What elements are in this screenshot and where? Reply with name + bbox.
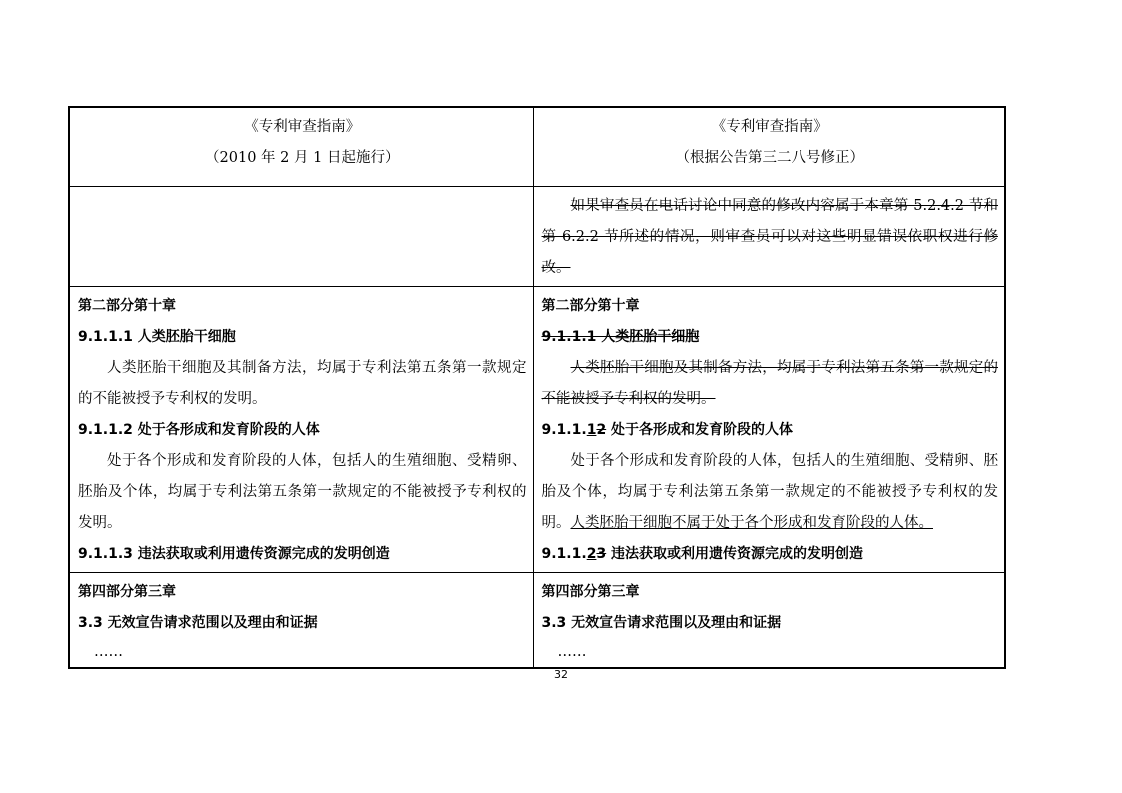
deleted-text: 2 [596,421,607,438]
page-number: 32 [554,668,568,681]
left-column-title: 《专利审查指南》 [244,119,361,135]
row2-left-cell [70,286,533,572]
right-column-subtitle: （根据公告第三二八号修正） [675,150,864,166]
table-row [70,186,1004,286]
paragraph: 人类胚胎干细胞及其制备方法，均属于专利法第五条第一款规定的不能被授予专利权的发明。 [78,359,527,407]
deleted-paragraph: 如果审查员在电话讨论中同意的修改内容属于本章第 5.2.4.2 节和第 6.2.2 节所述的情况，则审查员可以对这些明显错误依职权进行修改。 [541,197,998,276]
row1-right-cell [533,186,1004,286]
section-heading: 3.3 无效宣告请求范围以及理由和证据 [78,614,318,631]
table-row [70,286,1004,572]
paragraph [542,446,999,539]
right-column-title: 《专利审查指南》 [711,119,828,135]
section-heading: 9.1.1.1 人类胚胎干细胞 [78,328,236,345]
row3-right-cell [533,572,1004,667]
chapter-heading: 第四部分第三章 [541,583,640,600]
header-right-cell [533,108,1004,186]
deleted-text: 3 [596,545,607,562]
section-heading [542,415,999,446]
deleted-paragraph: 人类胚胎干细胞及其制备方法，均属于专利法第五条第一款规定的不能被授予专利权的发明。 [541,359,998,407]
chapter-heading: 第二部分第十章 [78,297,176,314]
row2-right-cell [533,286,1004,572]
paragraph: 处于各个形成和发育阶段的人体，包括人的生殖细胞、受精卵、胚胎及个体，均属于专利法第五条第一款规定的不能被授予专利权的发明。 [78,452,527,531]
left-column-subtitle: （2010 年 2 月 1 日起施行） [205,150,400,166]
heading-number-prefix: 9.1.1. [541,545,587,562]
row1-left-cell [70,186,533,286]
chapter-heading: 第二部分第十章 [541,297,640,314]
heading-text: 违法获取或利用遗传资源完成的发明创造 [606,545,864,562]
table-row [70,572,1004,667]
inserted-text: 1 [586,421,597,438]
deleted-section-heading: 9.1.1.1 人类胚胎干细胞 [541,328,700,345]
row3-left-cell [70,572,533,667]
chapter-heading: 第四部分第三章 [78,583,176,600]
ellipsis: …… [557,643,587,660]
comparison-table-container [68,106,1006,669]
heading-number-prefix: 9.1.1. [541,421,587,438]
header-row [70,108,1004,186]
inserted-text: 人类胚胎干细胞不属于处于各个形成和发育阶段的人体。 [570,514,933,531]
header-left-cell [70,108,533,186]
ellipsis: …… [94,643,123,660]
section-heading: 9.1.1.2 处于各形成和发育阶段的人体 [78,421,320,438]
comparison-table [70,108,1004,667]
section-heading: 3.3 无效宣告请求范围以及理由和证据 [541,614,782,631]
section-heading [542,539,999,570]
heading-text: 处于各形成和发育阶段的人体 [606,421,794,438]
inserted-text: 2 [586,545,597,562]
section-heading: 9.1.1.3 违法获取或利用遗传资源完成的发明创造 [78,545,390,562]
paragraph-text: 处于各个形成和发育阶段的人体，包括人的生殖细胞、受精卵、胚胎及个体，均属于专利法第五条第一款规定的不能被授予专利权的发明。 [541,452,998,531]
